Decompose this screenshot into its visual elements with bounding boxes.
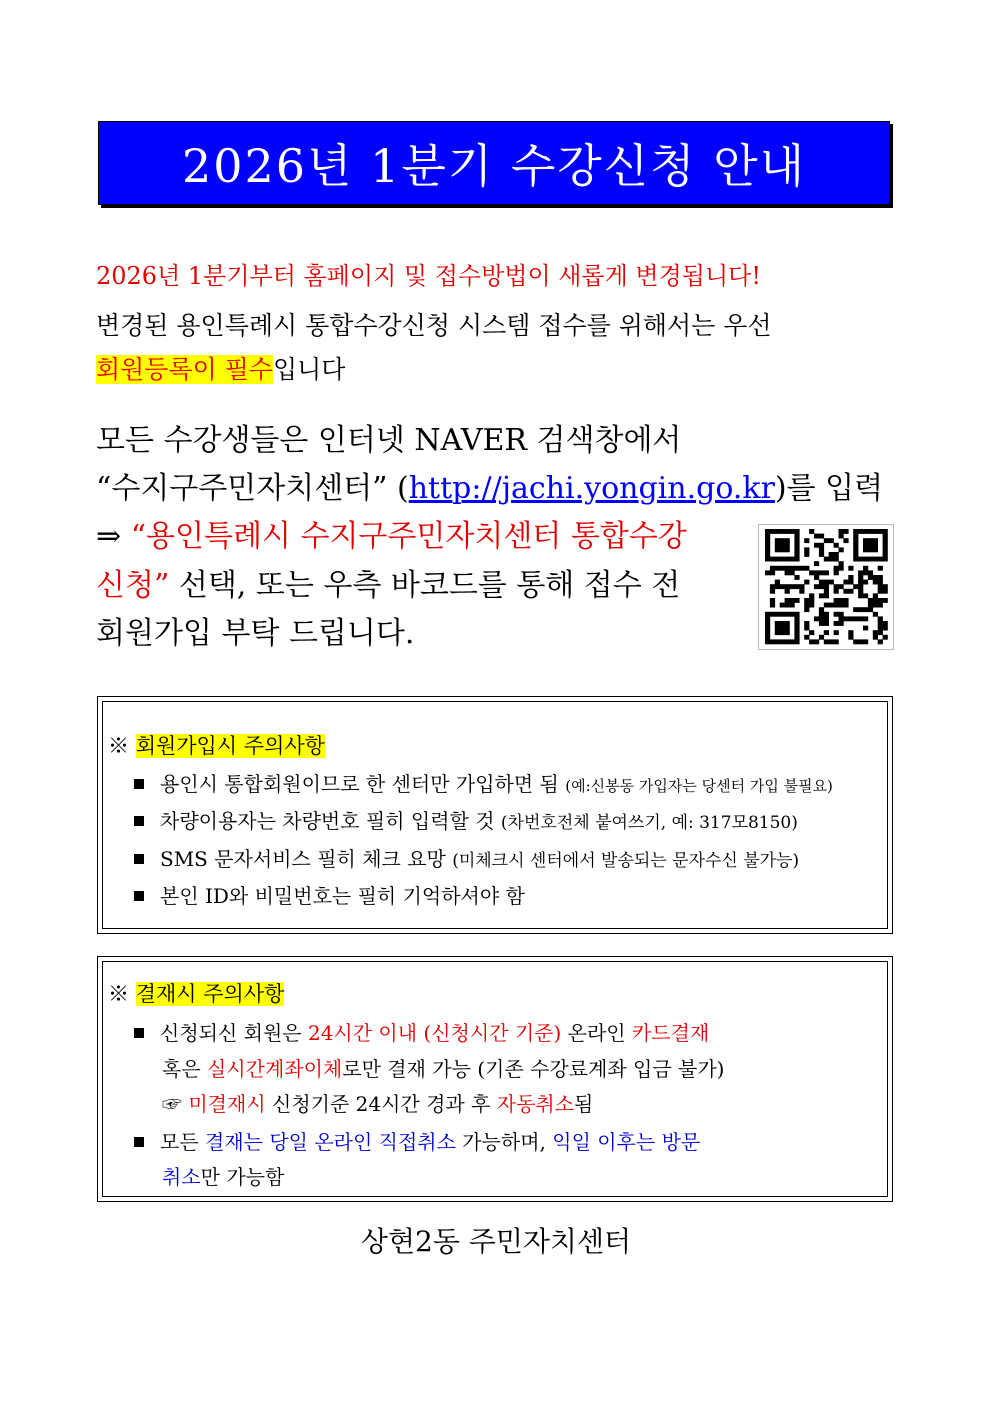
signup-item: 본인 ID와 비밀번호는 필히 기억하셔야 함	[134, 880, 525, 909]
reference-mark: ※	[108, 734, 136, 758]
instruction-line-4	[96, 560, 680, 604]
payment-item-1-cont: 혹은 실시간계좌이체로만 결재 가능 (기존 수강료계좌 입금 불가)	[162, 1057, 725, 1081]
payment-item-1-warning: ☞ 미결재시 신청기준 24시간 경과 후 자동취소됨	[162, 1092, 594, 1116]
instruction-line-4-rest: 선택, 또는 우측 바코드를 통해 접수 전	[169, 568, 681, 603]
signup-item: 차량이용자는 차량번호 필히 입력할 것 (차번호전체 붙여쓰기, 예: 317모8150)	[134, 805, 798, 834]
membership-notice-rest: 입니다	[273, 355, 346, 384]
reference-mark: ※	[108, 982, 136, 1006]
pointing-hand-icon: ☞	[162, 1092, 189, 1116]
payment-heading-text: 결재시 주의사항	[135, 982, 285, 1006]
membership-notice	[96, 350, 345, 386]
bullet-icon	[134, 891, 144, 901]
page-title: 2026년 1분기 수강신청 안내	[181, 139, 807, 193]
change-notice: 2026년 1분기부터 홈페이지 및 접수방법이 새롭게 변경됩니다!	[96, 262, 761, 290]
system-notice: 변경된 용인특례시 통합수강신청 시스템 접수를 위해서는 우선	[96, 311, 772, 340]
bullet-icon	[134, 779, 144, 789]
signup-item: SMS 문자서비스 필히 체크 요망 (미체크시 센터에서 발송되는 문자수신 불가능)	[134, 843, 799, 872]
qr-code-graphic	[759, 525, 893, 649]
payment-heading	[108, 978, 284, 1008]
bullet-icon	[134, 854, 144, 864]
membership-required-highlight: 회원등록이 필수	[96, 355, 273, 384]
instruction-line-5: 회원가입 부탁 드립니다.	[96, 616, 415, 651]
arrow-icon: ⇒	[96, 519, 131, 554]
signup-heading-text: 회원가입시 주의사항	[135, 734, 325, 758]
instruction-line-2	[96, 463, 883, 507]
title-banner	[98, 121, 890, 205]
instruction-line-2-rest: )를 입력	[774, 471, 884, 506]
bullet-icon	[134, 1137, 144, 1147]
payment-item-2-cont: 취소만 가능함	[162, 1165, 285, 1189]
homepage-link[interactable]: http://jachi.yongin.go.kr	[408, 471, 775, 506]
instruction-line-3	[96, 511, 687, 555]
bullet-icon	[134, 816, 144, 826]
center-name: 상현2동 주민자치센터	[360, 1225, 632, 1258]
instruction-line-1: 모든 수강생들은 인터넷 NAVER 검색창에서	[96, 423, 682, 458]
qr-code-icon[interactable]	[758, 524, 894, 650]
signup-heading	[108, 730, 325, 760]
signup-item: 용인시 통합회원이므로 한 센터만 가입하면 됨 (예:신봉동 가입자는 당센터 가입 불필요)	[134, 768, 833, 797]
bullet-icon	[134, 1028, 144, 1038]
payment-item-2: 모든 결재는 당일 온라인 직접취소 가능하며, 익일 이후는 방문	[134, 1126, 700, 1155]
search-term: “수지구주민자치센터” (	[96, 471, 409, 506]
menu-name-part2: 신청”	[96, 568, 170, 603]
menu-name-part1: “용인특례시 수지구주민자치센터 통합수강	[130, 519, 687, 554]
payment-item-1: 신청되신 회원은 24시간 이내 (신청시간 기준) 온라인 카드결재	[134, 1017, 709, 1046]
